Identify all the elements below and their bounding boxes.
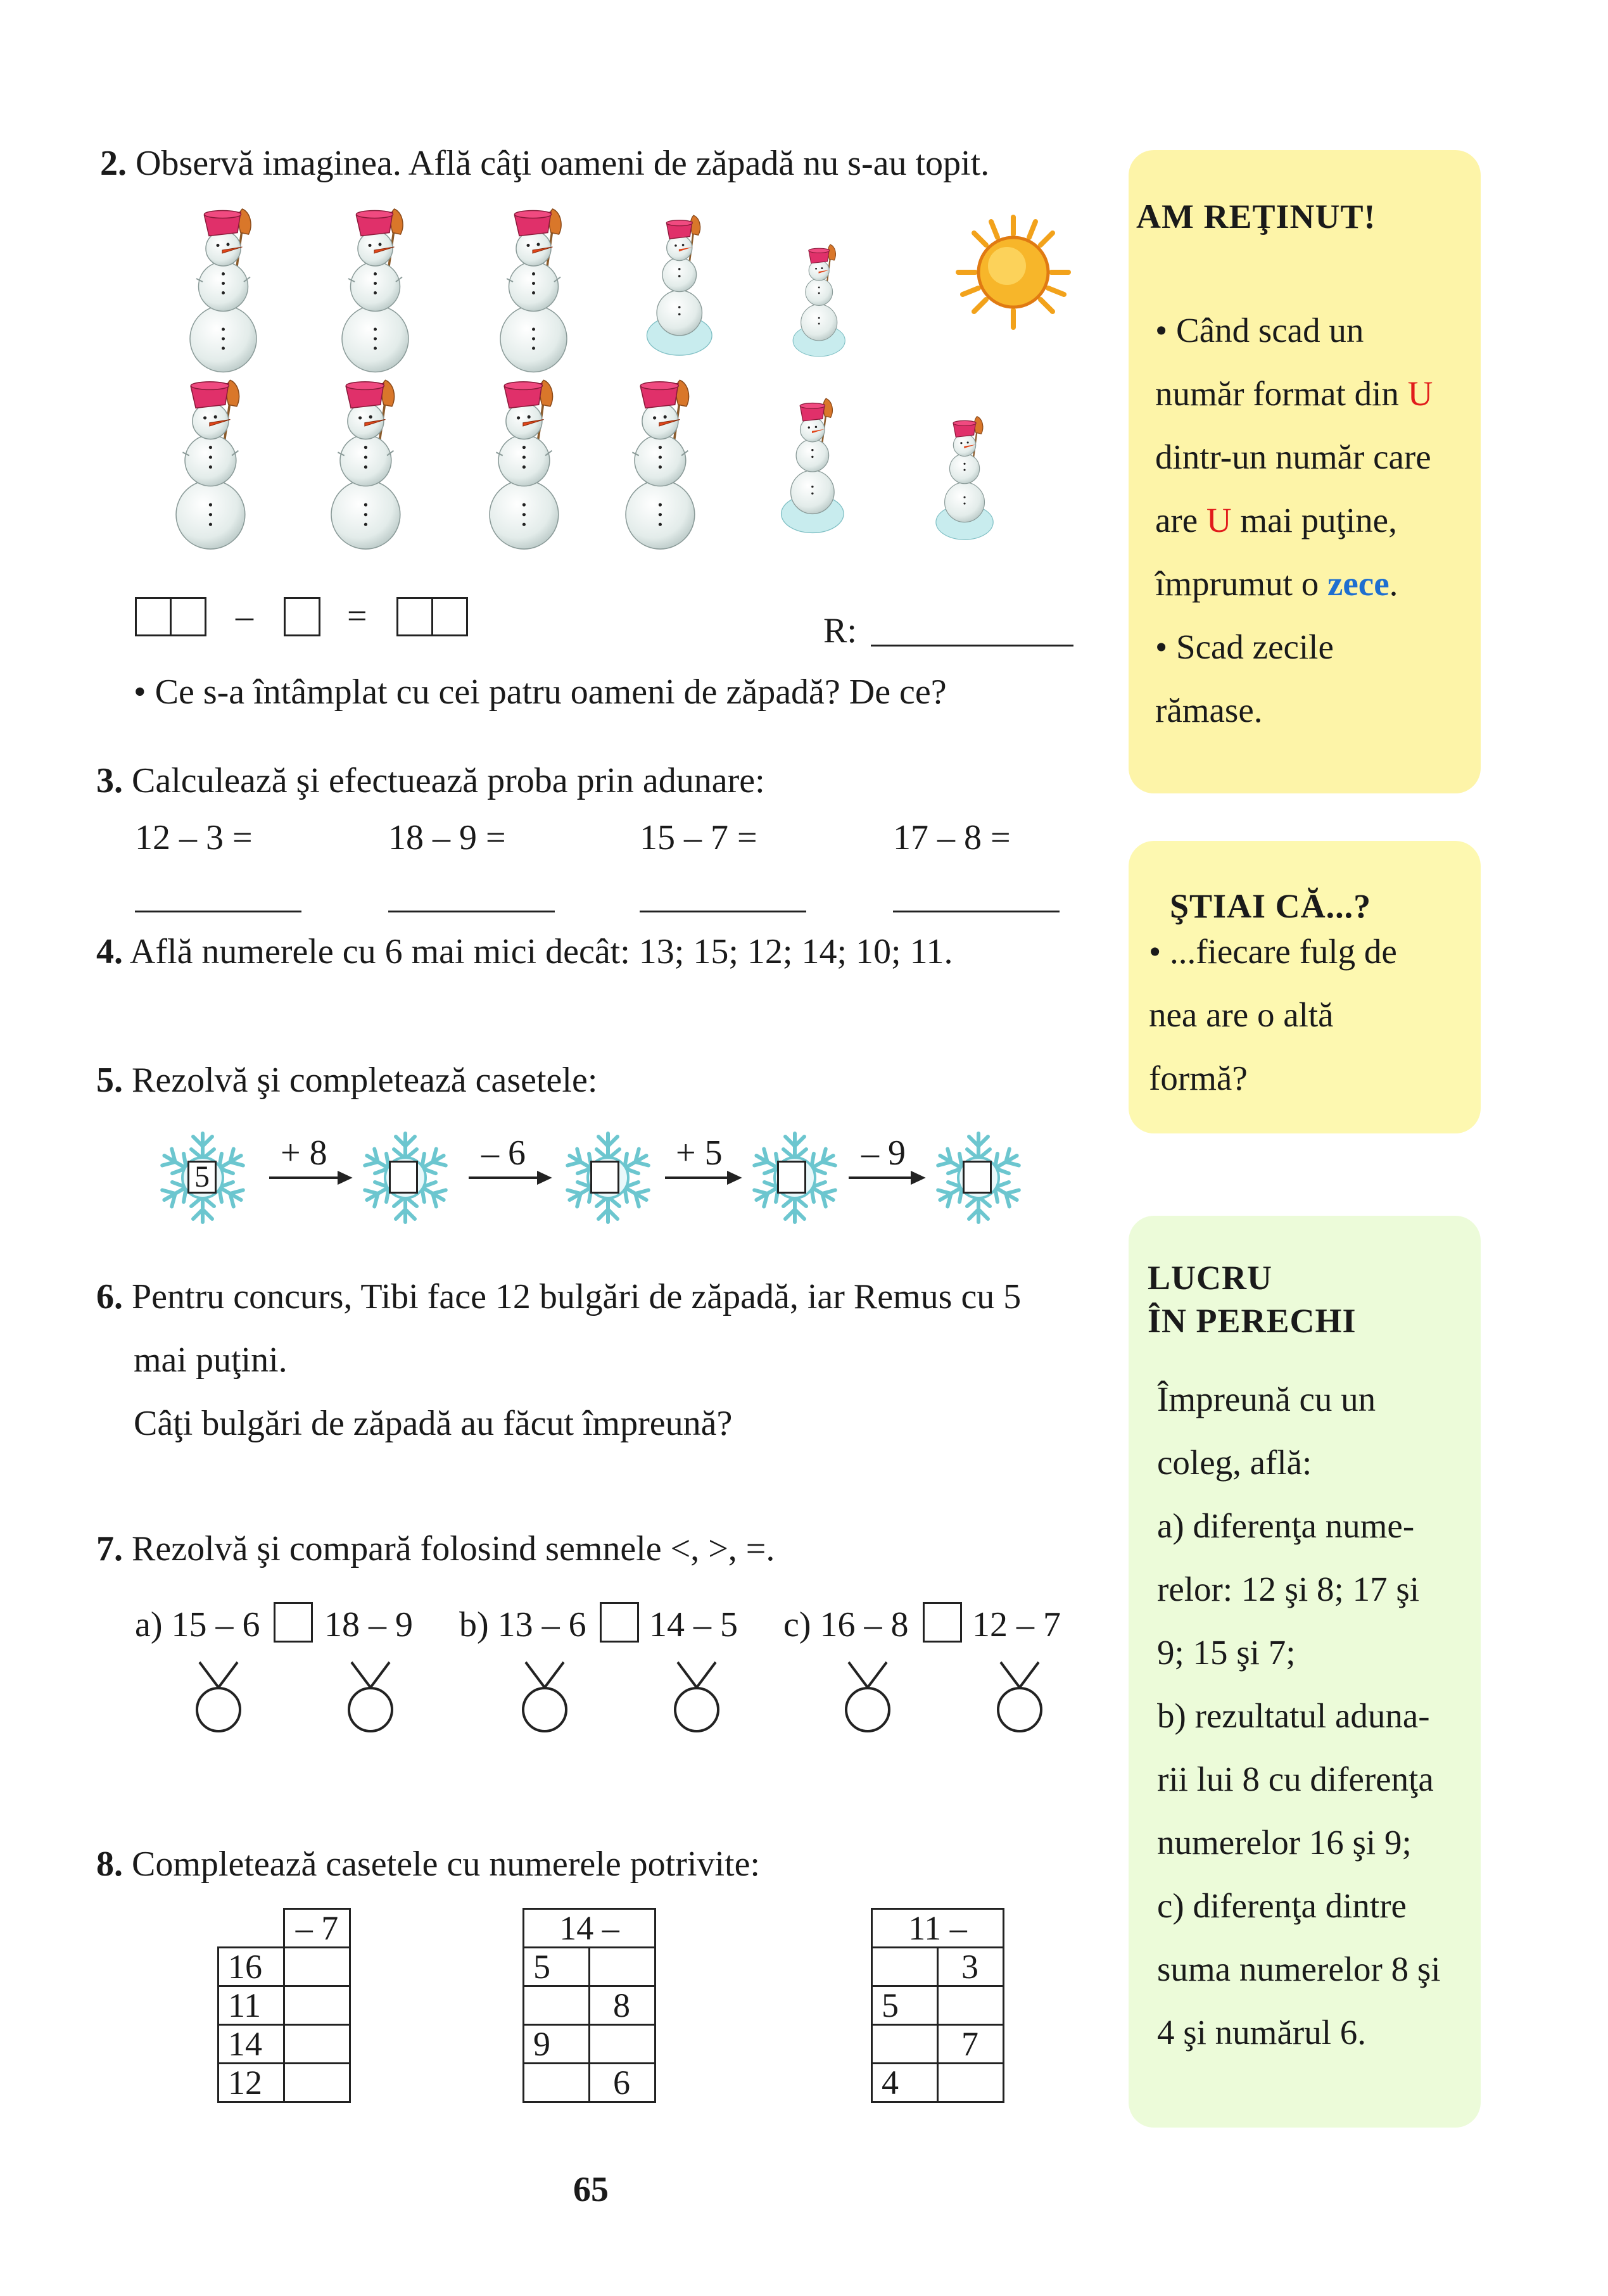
pair-work-line: relor: 12 şi 8; 17 şi [1157,1570,1420,1608]
remember-line [1155,489,1433,552]
exercise-4-title [96,934,953,969]
text-span: are [1155,501,1206,539]
pair-work-text [1157,1368,1441,2064]
exercise-text: Calculează şi efectuează proba prin adunare: [132,761,765,800]
table-cell[interactable] [872,2025,938,2064]
did-you-know-text [1149,920,1397,1110]
remember-line: dintr-un număr care [1155,438,1431,476]
pair-work-line: a) diferenţa nume- [1157,1506,1415,1545]
table-cell: 14 [218,2025,284,2064]
units-box[interactable] [170,597,206,636]
answer-line-2[interactable] [388,911,555,912]
table-cell[interactable]: 3 [938,1948,1004,1986]
pair-work-line: suma numerelor 8 şi [1157,1950,1441,1988]
pair-work-line: 9; 15 şi 7; [1157,1633,1296,1672]
exercise-number: 4. [96,932,123,971]
table-cell: 12 [218,2064,284,2102]
exercise-number: 8. [96,1845,123,1884]
table-cell[interactable]: 5 [872,1986,938,2025]
operation-4: 17 – 8 = [893,818,1011,857]
table-14-minus [522,1908,656,2103]
start-value-box: 5 [187,1161,217,1194]
remember-text [1155,299,1433,742]
exercise-7-title [96,1531,775,1567]
table-11-minus [871,1908,1004,2103]
chain-box-1[interactable] [389,1161,418,1194]
page-number: 65 [573,2170,609,2209]
exercise-text: Pentru concurs, Tibi face 12 bulgări de zăpadă, iar Remus cu 5 [132,1277,1022,1316]
table-cell[interactable]: 9 [524,2025,590,2064]
text-span: mai puţine, [1231,501,1397,539]
chain-box-2[interactable] [590,1161,619,1194]
step-2-label: – 6 [481,1133,526,1173]
pair-work-line: 4 şi numărul 6. [1157,2013,1366,2052]
table-cell[interactable] [938,2064,1004,2102]
pair-work-title [1148,1257,1357,1342]
exercise-number: 2. [100,144,127,183]
did-you-know-box [1129,841,1481,1133]
subtrahend-box[interactable] [284,597,320,636]
table-header: 11 – [872,1909,1004,1948]
answer-cell[interactable] [284,2064,350,2102]
did-you-know-line: formă? [1149,1059,1248,1097]
compare-b-box[interactable] [600,1602,639,1643]
table-cell[interactable] [524,2064,590,2102]
answer-line-4[interactable] [893,911,1060,912]
table-cell[interactable]: 8 [590,1986,655,2025]
table-cell[interactable]: 5 [524,1948,590,1986]
table-cell[interactable] [872,1948,938,1986]
exercise-6-line3: Câţi bulgări de zăpadă au făcut împreună? [134,1404,733,1443]
tens-box[interactable] [135,597,172,636]
pair-work-line: rii lui 8 cu diferenţa [1157,1760,1434,1798]
answer-cell[interactable] [284,1948,350,1986]
operation-2: 18 – 9 = [388,818,506,857]
table-cell[interactable] [524,1986,590,2025]
step-3-label: + 5 [676,1133,723,1173]
answer-cell[interactable] [284,2025,350,2064]
table-cell: 16 [218,1948,284,1986]
answer-label: R: [823,611,857,650]
exercise-text: Rezolvă şi completează casetele: [132,1061,598,1100]
exercise-2-title [100,146,989,181]
exercise-text: Rezolvă şi compară folosind semnele <, >, =. [132,1529,775,1568]
compare-c-box[interactable] [923,1602,962,1643]
exercise-5-title [96,1063,597,1098]
compare-b-right: 14 – 5 [649,1605,738,1644]
exercise-number: 7. [96,1529,123,1568]
table-cell[interactable] [590,1948,655,1986]
minus-sign: – [236,596,253,636]
table-header: – 7 [284,1909,350,1948]
remember-box [1129,150,1481,793]
text-span: număr format din [1155,374,1408,413]
result-units-box[interactable] [431,597,468,636]
chain-box-4[interactable] [963,1161,992,1194]
table-cell[interactable]: 6 [590,2064,655,2102]
exercise-6-title [96,1279,1021,1315]
chain-box-3[interactable] [777,1161,806,1194]
equals-sign: = [347,596,367,636]
step-4-label: – 9 [861,1133,906,1173]
compare-a-left: a) 15 – 6 [135,1605,260,1644]
exercise-text: Observă imaginea. Află câţi oameni de zăpadă nu s-au topit. [136,144,990,183]
pair-work-title-line: LUCRU [1148,1259,1273,1297]
pair-work-line: Împreună cu un [1157,1380,1376,1418]
exercise-number: 6. [96,1277,123,1316]
snowmen-illustration [171,203,1083,557]
pair-work-title-line: ÎN PERECHI [1148,1301,1357,1340]
table-cell[interactable] [590,2025,655,2064]
exercise-6-line2: mai puţini. [134,1340,288,1380]
did-you-know-title: ŞTIAI CĂ...? [1170,887,1372,925]
table-cell: 11 [218,1986,284,2025]
remember-title: AM REŢINUT! [1136,198,1376,236]
table-subtract-7 [217,1908,351,2103]
answer-line[interactable] [871,645,1073,647]
exercise-text: Completează casetele cu numerele potrivite: [132,1845,760,1884]
answer-line-1[interactable] [135,911,301,912]
step-1-label: + 8 [281,1133,327,1173]
units-highlight: U [1206,501,1232,539]
exercise-number: 5. [96,1061,123,1100]
result-tens-box[interactable] [396,597,433,636]
result-circles [184,1656,1083,1741]
exercise-3-title [96,763,765,798]
pair-work-line: numerelor 16 şi 9; [1157,1823,1412,1862]
table-cell[interactable]: 7 [938,2025,1004,2064]
pair-work-line: coleg, află: [1157,1443,1312,1482]
pair-work-box [1129,1216,1481,2128]
text-span: . [1389,564,1398,603]
operation-3: 15 – 7 = [640,818,757,857]
remember-line [1155,552,1433,615]
compare-c-left: c) 16 – 8 [783,1605,909,1644]
compare-b-left: b) 13 – 6 [459,1605,586,1644]
operation-1: 12 – 3 = [135,818,253,857]
compare-c-right: 12 – 7 [972,1605,1061,1644]
did-you-know-line: • ...fiecare fulg de [1149,932,1397,971]
did-you-know-line: nea are o altă [1149,995,1334,1034]
remember-line [1155,362,1433,426]
compare-a-box[interactable] [274,1602,313,1643]
table-cell[interactable]: 4 [872,2064,938,2102]
exercise-2-question: • Ce s-a întâmplat cu cei patru oameni de zăpadă? De ce? [134,672,947,712]
sun-icon [953,212,1073,332]
compare-a-right: 18 – 9 [324,1605,413,1644]
exercise-text: Află numerele cu 6 mai mici decât: 13; 15; 12; 14; 10; 11. [129,932,953,971]
answer-line-3[interactable] [640,911,806,912]
exercise-number: 3. [96,761,123,800]
answer-cell[interactable] [284,1986,350,2025]
units-highlight: U [1407,374,1433,413]
tens-highlight: zece [1327,564,1390,603]
pair-work-line: c) diferenţa dintre [1157,1886,1407,1925]
remember-line: • Când scad un [1155,311,1364,350]
text-span: împrumut o [1155,564,1327,603]
remember-line: • Scad zecile [1155,628,1334,666]
remember-line: rămase. [1155,691,1263,729]
table-cell[interactable] [938,1986,1004,2025]
exercise-8-title [96,1846,760,1882]
pair-work-line: b) rezultatul aduna- [1157,1696,1430,1735]
table-header: 14 – [524,1909,655,1948]
